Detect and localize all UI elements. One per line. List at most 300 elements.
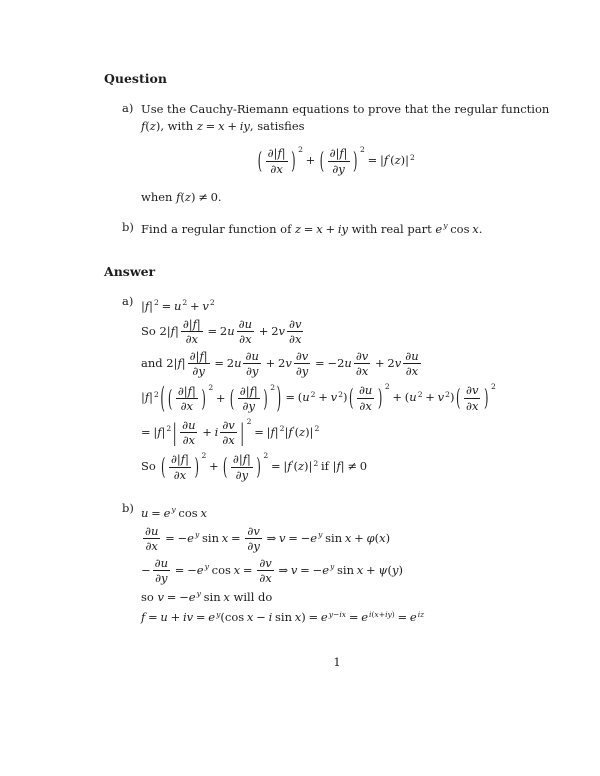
math-glyph: x [471,398,479,413]
math-glyph: ) [304,459,309,474]
superscript [315,424,320,435]
math-glyph: | [183,383,188,398]
math-glyph: x [341,609,347,619]
math-glyph: ∂ [259,555,266,570]
math-glyph: 2 [387,356,395,371]
fraction [181,318,203,346]
math-glyph: f [270,425,275,440]
math-row [326,147,352,175]
delimited-group [159,379,283,416]
math-glyph: ∂ [235,467,242,482]
math-glyph: + [375,356,385,371]
numerator [237,318,254,331]
math-row [298,145,303,154]
math-glyph: z [297,459,305,474]
superscript [443,220,447,231]
math-glyph: + [265,356,276,371]
answer-heading: Answer [104,263,156,279]
text-run: . [478,221,483,236]
math-row [247,417,252,426]
math-glyph: y [196,589,201,599]
math-glyph: = [151,505,161,520]
math-glyph: = [308,610,319,625]
question-a-display-equation [141,145,530,175]
fraction [153,557,170,585]
math-row [369,610,395,619]
numerator [328,147,350,160]
math-glyph: y [241,467,249,482]
text-run: Find a regular function of [141,221,295,236]
math-row [155,571,167,585]
math-glyph: e [322,563,329,578]
math-glyph: x [472,221,479,236]
superscript [385,382,390,393]
math-glyph: z [420,609,425,619]
math-glyph: | [161,425,166,440]
math-glyph: y [330,562,335,572]
math-row [311,390,316,399]
math-glyph: i [337,221,342,236]
math-glyph: f [141,610,146,625]
delimiter: ) [377,383,383,412]
math-glyph: z [294,221,302,236]
text-run: . [217,189,222,204]
math-row [222,418,234,432]
denominator [294,363,310,378]
math-glyph: = [315,356,325,371]
superscript [329,610,346,621]
math-glyph: f [287,459,292,474]
math-glyph: y [248,399,255,414]
math-glyph: f [199,349,204,363]
numerator [464,384,480,397]
math-glyph: x [245,332,252,347]
math-glyph: ∂ [154,555,161,570]
math-glyph: 2 [154,389,159,399]
question-a-when-line [141,189,570,206]
math-glyph: = [367,153,378,168]
text-run: So [141,459,160,474]
math-row [330,562,334,571]
fraction [287,318,303,346]
answer-item-a-lines [141,294,570,486]
math-glyph: v [301,349,309,363]
math-glyph: f [192,316,197,331]
math-row [491,382,496,391]
math-glyph: f [288,425,293,440]
numerator [266,147,288,160]
math-glyph: v [228,418,235,433]
superscript [210,298,215,309]
math-glyph: e [188,590,196,605]
math-glyph: u [150,523,159,538]
math-glyph: | [266,425,271,440]
math-glyph: 2 [490,382,496,392]
math-glyph: 2 [298,145,303,155]
answer-a-label: a) [122,293,134,308]
math-glyph: y [171,504,176,514]
text-run: sin [202,530,219,545]
math-glyph: ) [305,425,310,440]
math-glyph: u [188,418,196,433]
math-glyph: ∂ [238,316,245,331]
math-glyph: | [309,425,314,440]
math-glyph: = [270,459,281,474]
math-glyph: 2 [219,323,228,338]
math-row [360,145,365,154]
math-row [201,451,206,460]
math-row [141,349,423,379]
math-glyph: = [174,563,185,578]
answer-b-label: b) [122,500,134,515]
numerator [143,525,160,538]
math-glyph: | [173,356,178,371]
math-glyph: − [300,530,311,545]
math-glyph: f [249,383,254,398]
math-row [236,385,262,413]
math-glyph: z [299,425,306,440]
math-glyph: x [186,399,194,414]
math-glyph: + [392,390,403,405]
math-glyph: e [187,530,194,545]
math-glyph: x [228,433,235,448]
superscript [197,589,201,600]
numerator [245,525,261,538]
math-glyph: ∂ [170,452,177,467]
fraction [231,453,253,481]
math-glyph: 2 [445,389,450,399]
math-glyph: 2 [279,424,285,434]
superscript [195,530,199,541]
math-glyph: x [221,530,229,545]
math-glyph: = [288,530,298,545]
math-glyph: y [328,609,333,619]
fraction [257,557,273,585]
delimiter: ) [256,452,261,481]
math-glyph: v [290,563,298,578]
math-glyph: y [301,364,309,379]
math-row [171,505,175,514]
denominator [328,161,350,176]
numerator [220,419,236,432]
math-row [466,383,478,397]
math-glyph: 2 [159,323,167,338]
math-glyph: v [278,323,286,338]
math-glyph: 2 [201,451,207,461]
math-row [141,417,320,448]
math-row [330,146,348,160]
fraction [237,318,254,346]
math-row [155,556,168,570]
math-glyph: f [144,298,150,313]
math-glyph: 2 [166,424,172,434]
math-glyph: v [202,298,209,313]
math-glyph: ∂ [189,349,196,363]
math-glyph: + [215,390,226,405]
math-row [385,382,390,391]
math-glyph: ( [145,118,150,133]
math-glyph: ∂ [405,349,412,363]
math-row [332,162,344,176]
math-row [183,433,195,447]
delimiter: ) [483,383,489,412]
math-glyph: − [179,590,189,605]
math-glyph: ⇒ [266,530,277,545]
denominator [357,398,374,413]
math-glyph: u [302,390,310,405]
math-glyph: x [361,364,369,379]
math-glyph: i [214,425,219,440]
math-glyph: y [391,563,399,578]
math-row [246,364,258,378]
delimiter: ( [160,452,166,481]
math-glyph: | [332,459,337,474]
math-glyph: | [195,349,200,363]
delimited-group [228,385,269,413]
math-glyph: i [268,610,273,625]
math-glyph: + [227,118,237,133]
math-glyph: 2 [182,297,188,307]
math-glyph: | [247,452,251,467]
math-glyph: 2 [263,451,269,461]
math-glyph: | [203,349,208,363]
math-glyph: ∂ [295,349,302,363]
math-glyph: = [141,425,151,440]
item-a-label: a) [122,101,134,115]
math-glyph: ( [371,609,375,619]
numerator [180,419,197,432]
math-glyph: ∂ [332,161,339,176]
superscript [205,562,209,573]
math-row [141,299,215,313]
math-row [240,384,258,398]
math-glyph: ( [294,425,300,440]
math-glyph: v [186,610,194,625]
numerator [176,385,198,398]
math-glyph: | [340,459,345,474]
math-glyph: u [141,505,149,520]
math-glyph: u [409,390,417,405]
denominator [153,570,170,585]
math-glyph: − [312,563,323,578]
superscript [247,417,252,428]
math-glyph: + [202,425,212,440]
math-glyph: = [303,221,314,236]
delimited-group [256,147,297,175]
delimiter: ( [229,384,235,413]
fraction [176,385,198,413]
math-glyph: = [231,530,241,545]
math-glyph: − [177,530,188,545]
math-glyph: e [409,610,417,625]
math-glyph: | [176,452,181,467]
math-glyph: | [283,459,288,474]
superscript [418,610,424,621]
math-glyph: v [330,390,338,405]
math-glyph: e [435,221,443,236]
math-glyph: 2 [313,458,319,468]
math-glyph: i [182,610,187,625]
math-glyph: | [335,146,340,161]
math-row [355,384,376,412]
math-row [256,145,415,176]
denominator [188,363,210,378]
math-glyph: ∂ [270,161,277,176]
math-glyph: − [141,563,151,578]
math-glyph: ∂ [355,349,362,363]
math-row [270,383,275,392]
fraction [464,384,480,412]
math-glyph: ) [400,153,406,168]
delimiter: ) [263,384,268,413]
math-glyph: u [344,356,352,371]
math-row [141,379,496,416]
math-glyph: ∂ [466,383,472,398]
page-number: 1 [333,655,341,670]
math-row [210,298,215,307]
math-row [154,298,159,307]
denominator [180,432,197,447]
math-glyph: 2 [278,356,286,371]
answer-item-b [122,501,570,630]
math-glyph: ∂ [180,399,187,414]
math-row [359,399,371,413]
math-glyph: x [411,364,419,379]
math-glyph: 2 [226,356,235,371]
answer-section [104,264,570,630]
delimiter: ( [222,452,228,481]
math-glyph: f [383,153,389,168]
math-row [141,119,305,133]
math-glyph: 2 [410,152,415,162]
math-glyph: v [437,390,445,405]
math-glyph: 0 [359,459,368,474]
math-glyph: ) [385,530,391,545]
numerator [181,318,203,331]
delimiter: ) [276,379,282,416]
math-glyph: x [265,571,272,586]
prime-mark: ′ [388,154,391,165]
superscript [201,451,206,462]
math-glyph: ∂ [239,332,246,347]
math-glyph: x [276,161,283,176]
math-row [195,530,199,539]
denominator [181,331,203,346]
math-glyph: e [320,610,328,625]
text-run: sin [203,590,221,605]
math-glyph: v [157,590,164,605]
delimiter: ) [201,384,206,413]
math-glyph: | [284,425,289,440]
math-glyph: y [161,571,168,586]
math-glyph: 2 [246,417,252,427]
numerator [188,350,210,363]
math-row [318,530,322,539]
math-glyph: x [294,610,302,625]
math-row [141,555,403,586]
denominator [176,398,198,413]
math-glyph: ∂ [232,452,239,467]
math-glyph: f [176,189,181,204]
math-glyph: | [141,298,145,313]
math-glyph: i [385,609,388,619]
math-row [418,610,424,619]
numerator [357,384,374,397]
numerator [238,385,260,398]
math-glyph: f [141,118,146,133]
math-glyph: y [387,609,392,619]
math-glyph: ∂ [359,398,366,413]
question-item-b [122,220,570,237]
math-glyph: v [285,356,292,371]
math-glyph: + [305,153,316,168]
numerator [153,557,170,570]
denominator [245,538,261,553]
prime-mark: ′ [291,459,294,470]
math-glyph: φ [366,530,375,545]
math-glyph: 2 [310,389,316,399]
math-glyph: y [194,530,200,540]
math-glyph: ∂ [222,433,229,448]
math-glyph: f [157,425,162,440]
math-row [259,556,271,570]
math-row [141,610,424,624]
prime-mark: ′ [292,425,295,436]
math-glyph: u [234,356,242,371]
math-row [190,349,208,363]
math-glyph: v [361,349,369,363]
math-row [192,364,204,378]
math-row [141,190,222,204]
math-glyph: 2 [384,382,390,392]
math-glyph: = [254,425,264,440]
fraction [220,419,236,447]
math-glyph: = [195,610,206,625]
numerator [169,453,191,466]
math-row [247,524,259,538]
math-line [141,557,570,585]
math-glyph: ∂ [329,146,336,161]
text-run: and [141,356,167,371]
math-glyph: x [223,590,230,605]
math-row [289,332,301,346]
math-glyph: u [227,323,235,338]
superscript [171,505,175,516]
math-glyph: f [170,323,175,338]
superscript [369,610,395,621]
math-glyph: + [209,459,219,474]
math-glyph: + [189,298,200,313]
math-glyph: f [187,383,192,398]
math-glyph: + [378,609,386,619]
delimited-group [171,419,245,447]
delimiter: ( [319,146,325,175]
fraction [243,350,260,378]
math-glyph: | [149,390,154,405]
math-glyph: f [180,452,186,467]
math-glyph: ∂ [182,316,189,331]
math-glyph: ∂ [245,364,252,379]
text-run: So [141,323,160,338]
math-glyph: 2 [209,297,215,307]
superscript [318,530,322,541]
math-glyph: x [344,530,352,545]
delimiter: | [172,418,177,447]
math-glyph: | [281,146,286,161]
delimiter: ( [257,146,263,175]
delimiter: | [240,418,245,447]
math-row [466,399,478,413]
